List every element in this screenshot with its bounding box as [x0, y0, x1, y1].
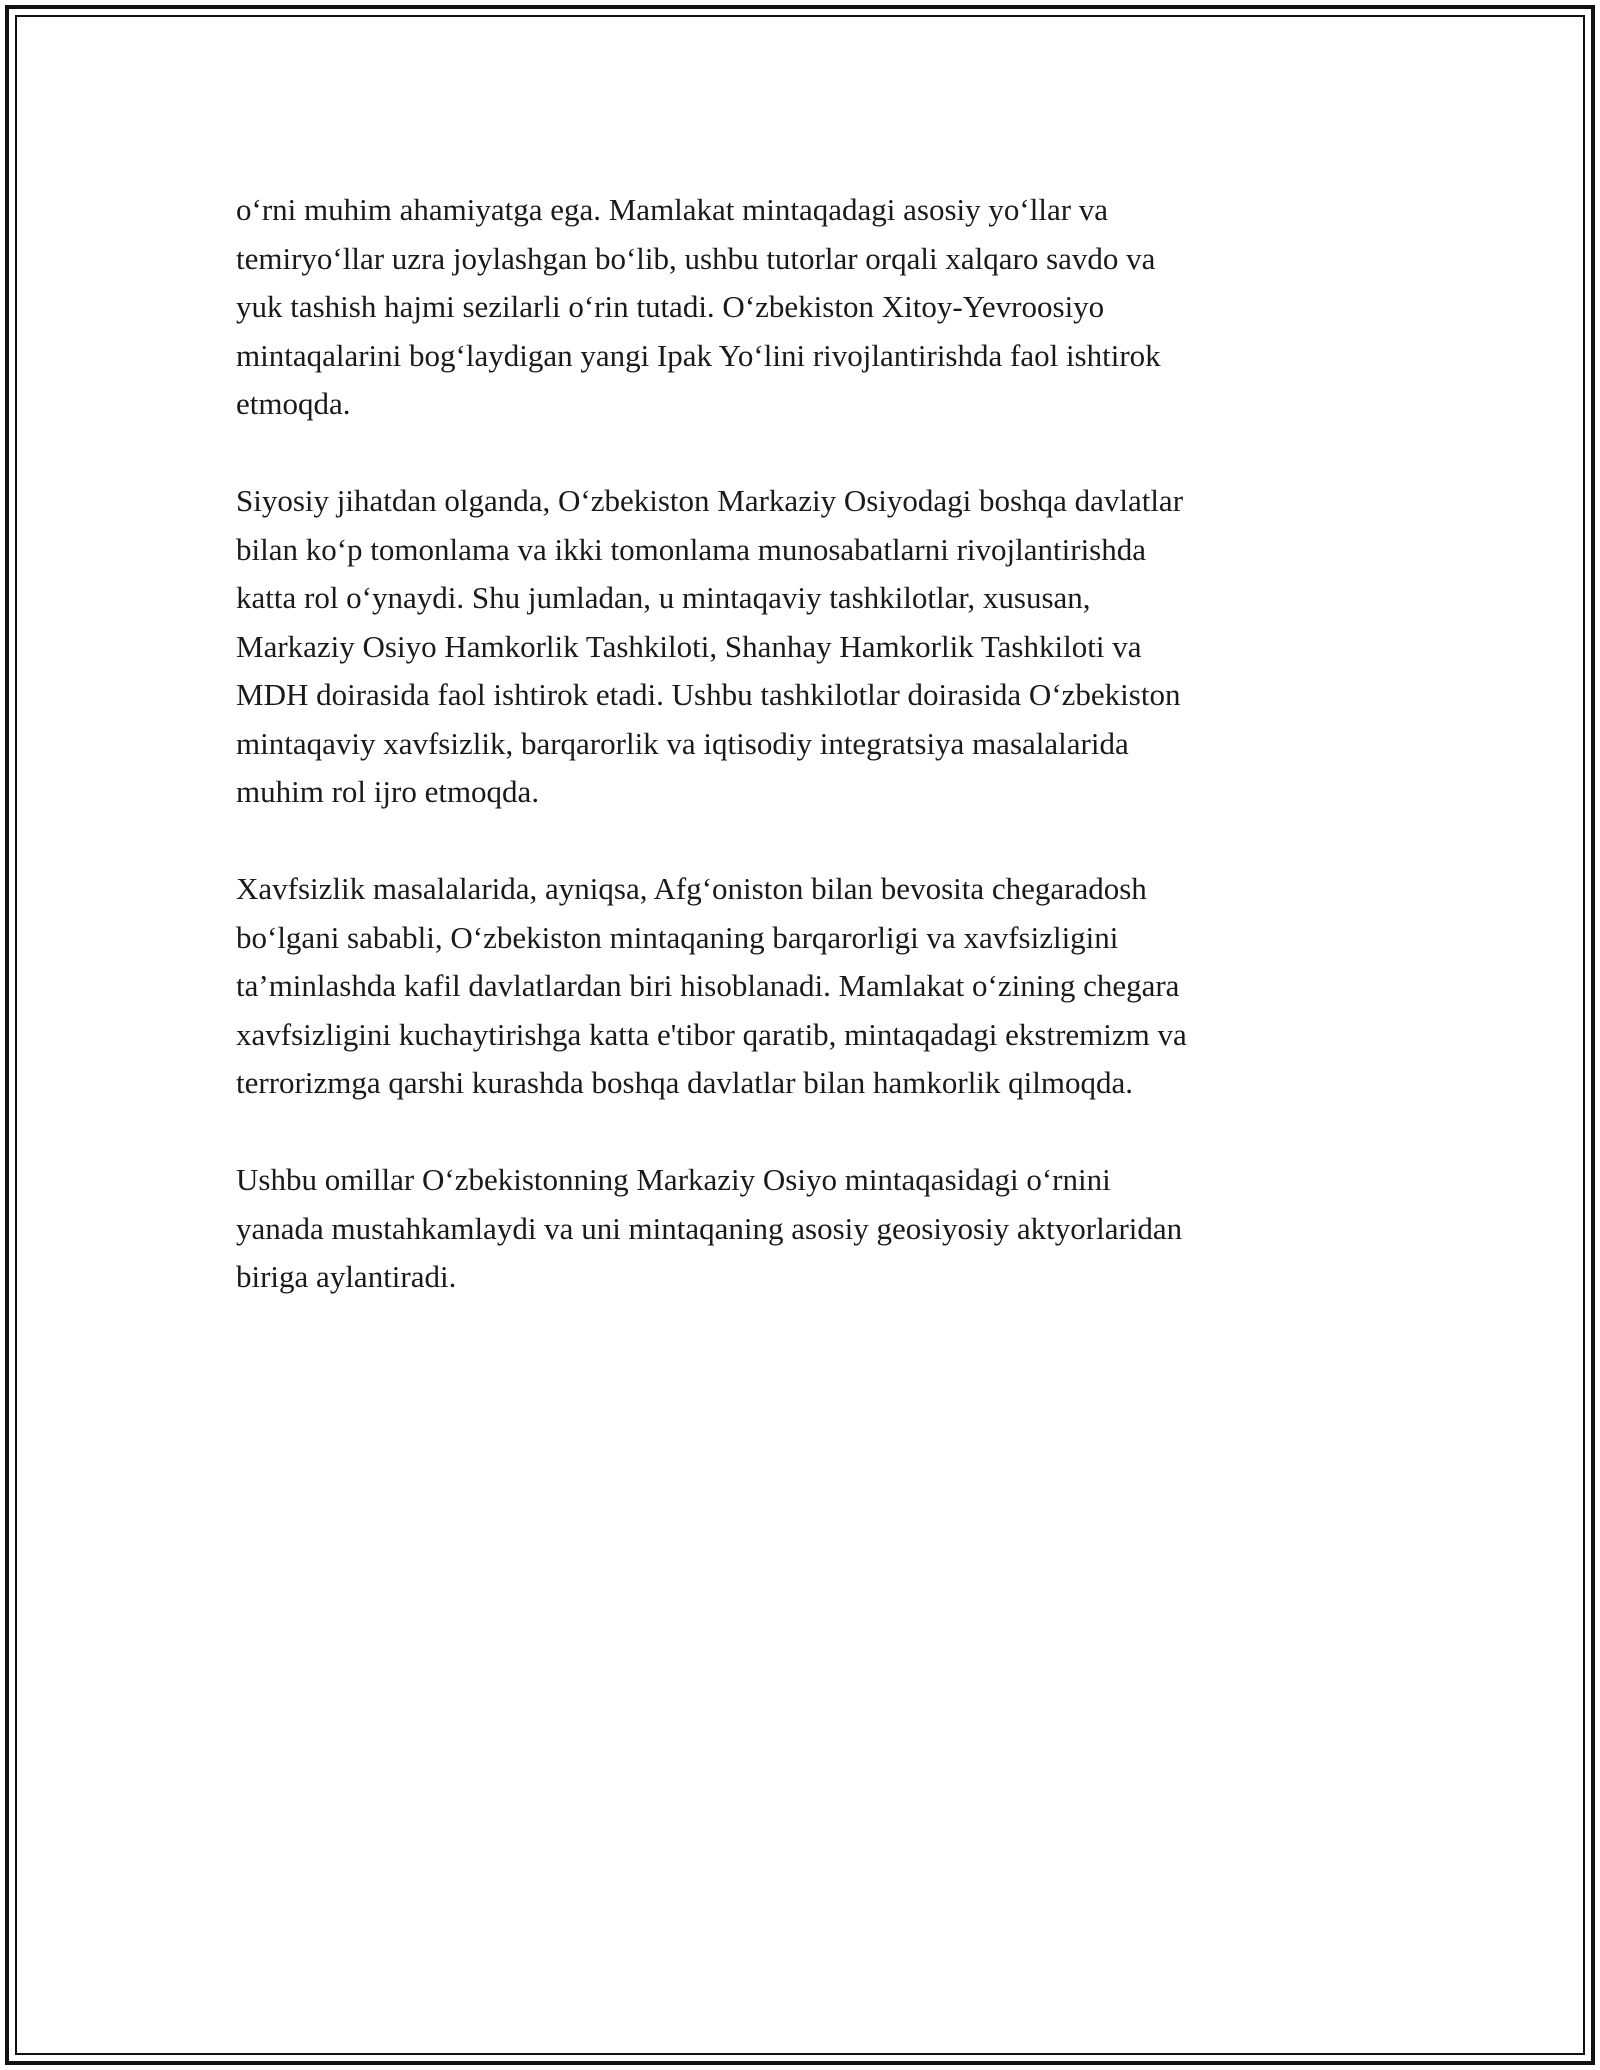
text-line: temiryo‘llar uzra joylashgan bo‘lib, ushbu tutorlar orqali xalqaro savdo va: [236, 240, 1156, 276]
text-line: Siyosiy jihatdan olganda, O‘zbekiston Markaziy Osiyodagi boshqa davlatlar: [236, 483, 1184, 518]
paragraph-transport-role: [236, 186, 1366, 429]
paragraph-political-role: [236, 477, 1366, 817]
text-line: o‘rni muhim ahamiyatga ega. Mamlakat mintaqadagi asosiy yo‘llar va: [236, 192, 1109, 227]
text-line: Ushbu omillar O‘zbekistonning Markaziy Osiyo mintaqasidagi o‘rnini: [236, 1162, 1111, 1197]
paragraph-conclusion: [236, 1156, 1366, 1302]
text-line: yanada mustahkamlaydi va uni mintaqaning asosiy geosiyosiy aktyorlaridan: [236, 1210, 1183, 1246]
text-line: ta’minlashda kafil davlatlardan biri hisoblanadi. Mamlakat o‘zining chegara: [236, 968, 1180, 1003]
text-line: Markaziy Osiyo Hamkorlik Tashkiloti, Shanhay Hamkorlik Tashkiloti va: [236, 628, 1142, 664]
text-line: etmoqda.: [236, 386, 351, 421]
text-line: MDH doirasida faol ishtirok etadi. Ushbu tashkilotlar doirasida O‘zbekiston: [236, 677, 1181, 712]
text-line: bilan ko‘p tomonlama va ikki tomonlama munosabatlarni rivojlantirishda: [236, 531, 1147, 567]
text-line: katta rol o‘ynaydi. Shu jumladan, u mintaqaviy tashkilotlar, xususan,: [236, 580, 1091, 615]
text-line: xavfsizligini kuchaytirishga katta e'tibor qaratib, mintaqadagi ekstremizm va: [236, 1016, 1187, 1052]
text-line: terrorizmga qarshi kurashda boshqa davlatlar bilan hamkorlik qilmoqda.: [236, 1065, 1134, 1100]
text-line: muhim rol ijro etmoqda.: [236, 774, 540, 809]
text-line: Xavfsizlik masalalarida, ayniqsa, Afg‘oniston bilan bevosita chegaradosh: [236, 871, 1147, 906]
text-line: biriga aylantiradi.: [236, 1259, 457, 1294]
text-line: bo‘lgani sababli, O‘zbekiston mintaqaning barqarorligi va xavfsizligini: [236, 919, 1119, 955]
text-line: yuk tashish hajmi sezilarli o‘rin tutadi. O‘zbekiston Xitoy-Yevroosiyo: [236, 289, 1105, 324]
paragraph-security: [236, 865, 1366, 1108]
text-line: mintaqaviy xavfsizlik, barqarorlik va iqtisodiy integratsiya masalalarida: [236, 725, 1129, 761]
text-line: mintaqalarini bog‘laydigan yangi Ipak Yo‘lini rivojlantirishda faol ishtirok: [236, 337, 1161, 373]
document-body: [236, 186, 1366, 1350]
